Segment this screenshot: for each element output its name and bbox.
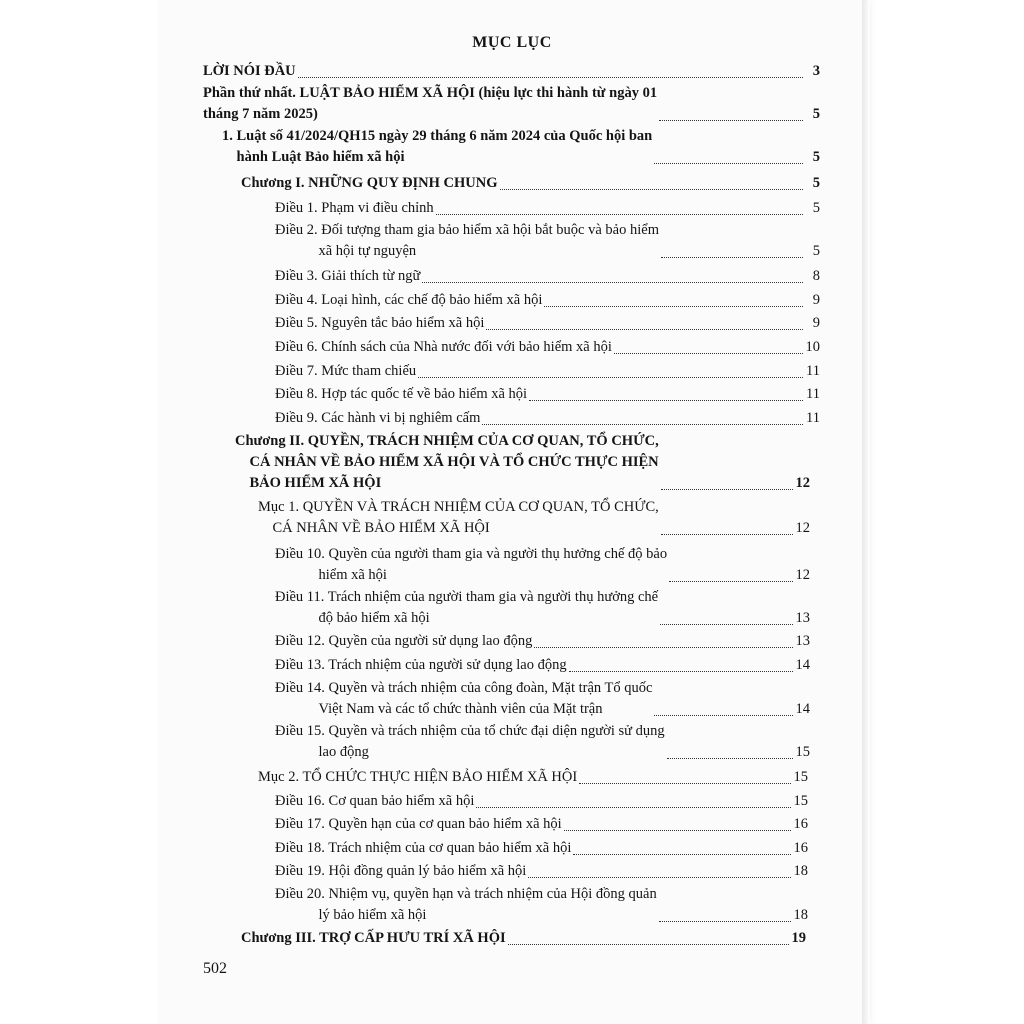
toc-entry-title: Điều 19. Hội đồng quản lý bảo hiểm xã hội [275, 863, 527, 879]
toc-entry-page-number: 12 [795, 520, 810, 536]
toc-entry-label [275, 544, 796, 586]
toc-entry-title: Điều 7. Mức tham chiếu [275, 363, 417, 379]
toc-entry-label [275, 198, 806, 219]
dot-leader [654, 149, 803, 165]
toc-entry [275, 587, 810, 629]
toc-entry-page-number: 16 [793, 840, 808, 856]
toc-entry [275, 266, 820, 287]
toc-entry-title: Điều 11. Trách nhiệm của người tham gia và người thụ hưởng chế độ bảo hiểm xã hội [275, 589, 659, 626]
dot-leader [659, 106, 803, 122]
toc-entry [275, 791, 808, 812]
toc-entry [275, 220, 820, 262]
toc-entry-label [275, 361, 806, 382]
toc-entry-page-number: 11 [806, 363, 820, 379]
toc-entry-page-number: 10 [805, 339, 820, 355]
toc-entry [222, 126, 820, 168]
dot-leader [482, 410, 803, 426]
toc-entry-title: Điều 17. Quyền hạn của cơ quan bảo hiểm xã hội [275, 816, 562, 832]
dot-leader [667, 744, 793, 760]
toc-entry-page-number: 12 [795, 567, 810, 583]
dot-leader [661, 475, 793, 491]
toc-entry-page-number: 3 [812, 63, 820, 79]
toc-entry-page-number: 12 [795, 475, 810, 491]
toc-entry-label [275, 313, 806, 334]
dot-leader [508, 930, 789, 946]
toc-entry-title: Điều 15. Quyền và trách nhiệm của tổ chức đại diện người sử dụng lao động [275, 723, 665, 760]
dot-leader [500, 175, 803, 191]
toc-entry-label [275, 861, 794, 882]
toc-entry-page-number: 15 [795, 744, 810, 760]
toc-entry-label [241, 928, 792, 949]
dot-leader [661, 520, 793, 536]
toc-entry-page-number: 11 [806, 386, 820, 402]
dot-leader [564, 816, 791, 832]
toc-entry-label [275, 838, 794, 859]
toc-entry-title: Chương III. TRỢ CẤP HƯU TRÍ XÃ HỘI [241, 930, 506, 946]
toc-entry [275, 678, 810, 720]
dot-leader [486, 315, 803, 331]
toc-entry-title: Mục 2. TỔ CHỨC THỰC HIỆN BẢO HIỂM XÃ HỘI [258, 769, 578, 785]
toc-entry-title: Điều 8. Hợp tác quốc tế về bảo hiểm xã hội [275, 386, 528, 402]
toc-entry-label [275, 884, 794, 926]
toc-entry-page-number: 18 [793, 907, 808, 923]
dot-leader [529, 386, 803, 402]
toc-entry-title: Điều 4. Loại hình, các chế độ bảo hiểm xã hội [275, 292, 543, 308]
dot-leader [614, 339, 803, 355]
toc-entry-title: Điều 12. Quyền của người sử dụng lao động [275, 633, 533, 649]
toc-entry-title: LỜI NÓI ĐẦU [203, 63, 296, 79]
toc-entry-label [241, 173, 806, 194]
toc-entry-page-number: 14 [795, 657, 810, 673]
toc-entry-page-number: 5 [812, 149, 820, 165]
dot-leader [661, 243, 803, 259]
toc-entry-title: Điều 3. Giải thích từ ngữ [275, 268, 421, 284]
toc-entry [275, 631, 810, 652]
toc-entry-page-number: 16 [793, 816, 808, 832]
toc-entry-title: Chương I. NHỮNG QUY ĐỊNH CHUNG [241, 175, 498, 191]
dot-leader [528, 863, 790, 879]
toc-entry-label [235, 431, 796, 494]
dot-leader [659, 907, 791, 923]
dot-leader [669, 567, 792, 583]
toc-entry [275, 655, 810, 676]
toc-entry-page-number: 19 [791, 930, 806, 946]
toc-entry [275, 337, 820, 358]
toc-entry [275, 384, 820, 405]
toc-entry [203, 83, 820, 125]
toc-entry [275, 838, 808, 859]
dot-leader [660, 610, 792, 626]
dot-leader [654, 701, 792, 717]
toc-entry-page-number: 15 [793, 769, 808, 785]
toc-entry-title: 1. Luật số 41/2024/QH15 ngày 29 tháng 6 năm 2024 của Quốc hội ban hành Luật Bảo hiểm xã hội [222, 128, 653, 165]
toc-entry-page-number: 13 [795, 633, 810, 649]
toc-entry [203, 61, 820, 82]
toc-entry [275, 290, 820, 311]
toc-entry-label [203, 61, 806, 82]
toc-entry-title: Điều 10. Quyền của người tham gia và người thụ hưởng chế độ bảo hiểm xã hội [275, 546, 668, 583]
toc-entry-label [258, 497, 796, 539]
toc-entry [258, 497, 810, 539]
toc-entry-page-number: 15 [793, 793, 808, 809]
toc-entry-page-number: 8 [812, 268, 820, 284]
toc-entry-label [275, 814, 794, 835]
dot-leader [422, 268, 803, 284]
toc-entry-title: Điều 14. Quyền và trách nhiệm của công đoàn, Mặt trận Tổ quốc Việt Nam và các tổ chức thành viên của Mặt trận [275, 680, 653, 717]
toc-entry-label [275, 631, 796, 652]
toc-entry-label [203, 83, 806, 125]
toc-entry-label [275, 384, 806, 405]
toc-entry [275, 721, 810, 763]
toc-entry-label [275, 721, 796, 763]
toc-entry-title: Chương II. QUYỀN, TRÁCH NHIỆM CỦA CƠ QUAN, TỔ CHỨC, CÁ NHÂN VỀ BẢO HIỂM XÃ HỘI VÀ TỔ CHỨC THỰC HIỆN BẢO HIỂM XÃ HỘI [235, 433, 659, 491]
toc-entry-label [275, 266, 806, 287]
toc-entry-label [275, 678, 796, 720]
toc-entry-title: Điều 2. Đối tượng tham gia bảo hiểm xã hội bắt buộc và bảo hiểm xã hội tự nguyện [275, 222, 659, 259]
dot-leader [534, 633, 792, 649]
toc-entry [275, 198, 820, 219]
toc-entry-page-number: 11 [806, 410, 820, 426]
toc-entry-page-number: 14 [795, 701, 810, 717]
dot-leader [418, 363, 803, 379]
toc-entry-label [275, 587, 796, 629]
toc-entry-label [258, 767, 794, 788]
page-title: MỤC LỤC [472, 34, 552, 51]
dot-leader [579, 769, 790, 785]
toc-entry-page-number: 5 [812, 175, 820, 191]
dot-leader [476, 793, 790, 809]
toc-entry-label [275, 220, 806, 262]
toc-entry-page-number: 5 [812, 106, 820, 122]
footer-page-number: 502 [203, 960, 227, 977]
toc-entry [275, 861, 808, 882]
toc-entry [235, 431, 810, 494]
toc-entry-title: Mục 1. QUYỀN VÀ TRÁCH NHIỆM CỦA CƠ QUAN, TỔ CHỨC, CÁ NHÂN VỀ BẢO HIỂM XÃ HỘI [258, 499, 659, 536]
toc-entry-title: Điều 13. Trách nhiệm của người sử dụng lao động [275, 657, 567, 673]
dot-leader [436, 200, 803, 216]
toc-entry-label [275, 655, 796, 676]
toc-entry-title: Điều 1. Phạm vi điều chỉnh [275, 200, 434, 216]
toc-entry-page-number: 18 [793, 863, 808, 879]
toc-entry [275, 408, 820, 429]
toc-entry-page-number: 5 [812, 243, 820, 259]
toc-entry [258, 767, 808, 788]
toc-entry [275, 814, 808, 835]
toc-entry-page-number: 5 [812, 200, 820, 216]
toc-entry [241, 928, 806, 949]
toc-entry-page-number: 9 [812, 315, 820, 331]
toc-entry-title: Điều 5. Nguyên tắc bảo hiểm xã hội [275, 315, 485, 331]
toc-entry-title: Điều 20. Nhiệm vụ, quyền hạn và trách nhiệm của Hội đồng quản lý bảo hiểm xã hội [275, 886, 657, 923]
toc-entry-label [275, 290, 806, 311]
toc-entry-page-number: 13 [795, 610, 810, 626]
toc-entry [275, 884, 808, 926]
toc-entry [275, 361, 820, 382]
dot-leader [569, 657, 793, 673]
toc-entry-label [222, 126, 806, 168]
toc-entry-title: Điều 9. Các hành vi bị nghiêm cấm [275, 410, 481, 426]
dot-leader [573, 840, 790, 856]
toc-entry-page-number: 9 [812, 292, 820, 308]
toc-entry-label [275, 337, 806, 358]
toc-entry-title: Điều 18. Trách nhiệm của cơ quan bảo hiểm xã hội [275, 840, 572, 856]
dot-leader [298, 63, 803, 79]
toc-entry [275, 313, 820, 334]
toc-entry-label [275, 791, 794, 812]
toc-entry [275, 544, 810, 586]
toc-entry-title: Điều 16. Cơ quan bảo hiểm xã hội [275, 793, 475, 809]
toc-entry-label [275, 408, 806, 429]
toc-entry-title: Phần thứ nhất. LUẬT BẢO HIỂM XÃ HỘI (hiệu lực thi hành từ ngày 01 tháng 7 năm 2025) [203, 85, 658, 122]
toc-entry [241, 173, 820, 194]
dot-leader [544, 292, 803, 308]
toc-entry-title: Điều 6. Chính sách của Nhà nước đối với bảo hiểm xã hội [275, 339, 612, 355]
